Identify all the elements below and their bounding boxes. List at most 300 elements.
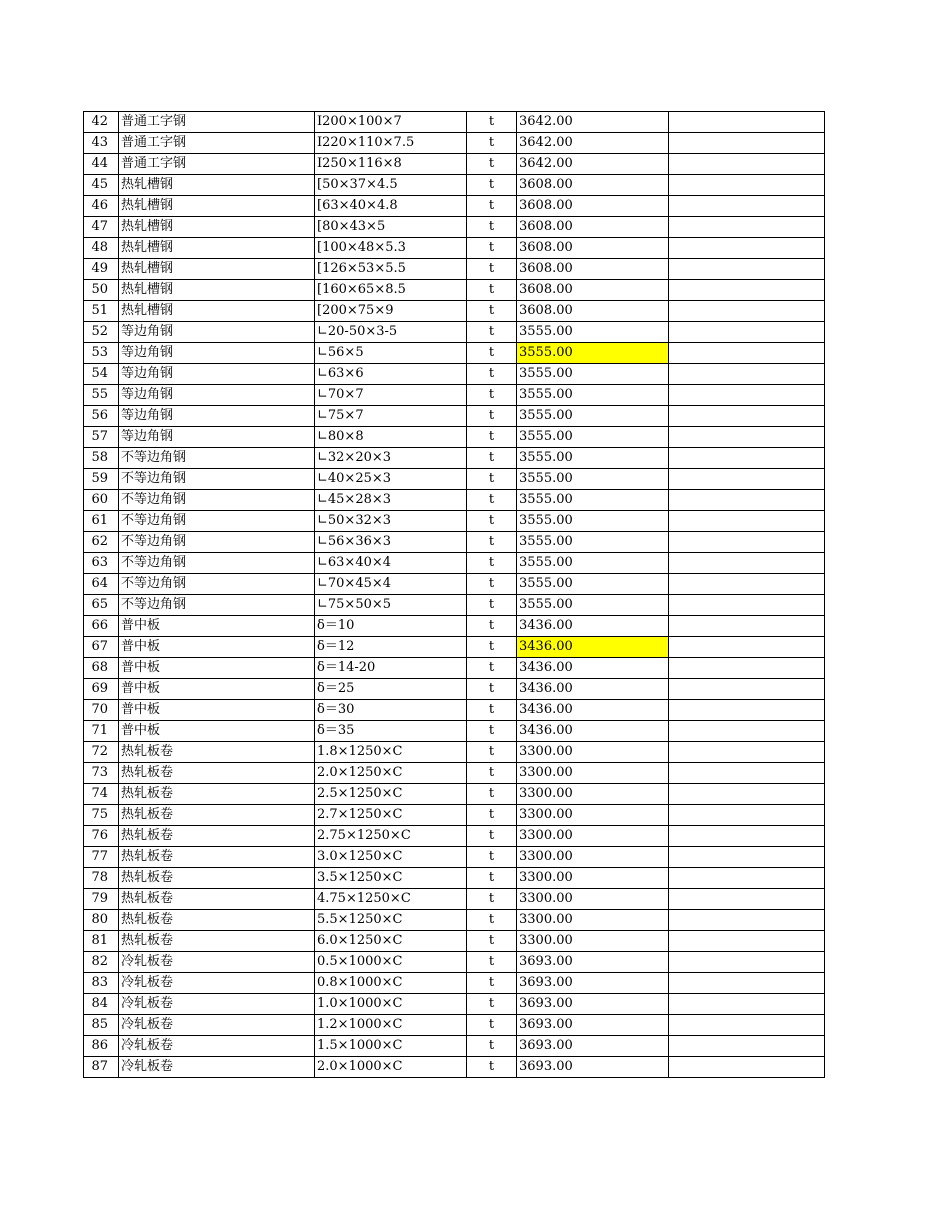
specification-cell[interactable]: ∟63×6	[315, 364, 467, 385]
row-number-cell[interactable]: 77	[84, 847, 119, 868]
remark-cell[interactable]	[669, 112, 825, 133]
material-name-cell[interactable]: 热轧板卷	[119, 826, 315, 847]
price-cell[interactable]: 3555.00	[517, 364, 669, 385]
table-row	[84, 343, 825, 364]
price-cell[interactable]: 3300.00	[517, 763, 669, 784]
price-cell[interactable]: 3555.00	[517, 532, 669, 553]
unit-cell[interactable]: t	[467, 154, 517, 175]
row-number-cell[interactable]: 70	[84, 700, 119, 721]
specification-cell[interactable]: ∟56×36×3	[315, 532, 467, 553]
row-number-cell[interactable]: 49	[84, 259, 119, 280]
price-cell[interactable]: 3642.00	[517, 133, 669, 154]
table-row	[84, 679, 825, 700]
material-name-cell[interactable]: 热轧板卷	[119, 805, 315, 826]
row-number-cell[interactable]: 87	[84, 1057, 119, 1078]
remark-cell[interactable]	[669, 343, 825, 364]
table-row	[84, 175, 825, 196]
remark-cell[interactable]	[669, 742, 825, 763]
specification-cell[interactable]: [160×65×8.5	[315, 280, 467, 301]
row-number-cell[interactable]: 46	[84, 196, 119, 217]
remark-cell[interactable]	[669, 469, 825, 490]
row-number-cell[interactable]: 73	[84, 763, 119, 784]
material-name-cell[interactable]: 热轧槽钢	[119, 217, 315, 238]
remark-cell[interactable]	[669, 154, 825, 175]
remark-cell[interactable]	[669, 574, 825, 595]
material-name-cell[interactable]: 普中板	[119, 700, 315, 721]
table-row	[84, 427, 825, 448]
material-name-cell[interactable]: 不等边角钢	[119, 574, 315, 595]
row-number-cell[interactable]: 58	[84, 448, 119, 469]
unit-cell[interactable]: t	[467, 658, 517, 679]
remark-cell[interactable]	[669, 910, 825, 931]
price-cell[interactable]: 3555.00	[517, 511, 669, 532]
price-cell[interactable]: 3693.00	[517, 952, 669, 973]
remark-cell[interactable]	[669, 931, 825, 952]
table-row	[84, 721, 825, 742]
material-name-cell[interactable]: 不等边角钢	[119, 469, 315, 490]
remark-cell[interactable]	[669, 595, 825, 616]
table-row	[84, 469, 825, 490]
row-number-cell[interactable]: 67	[84, 637, 119, 658]
material-name-cell[interactable]: 普通工字钢	[119, 133, 315, 154]
material-name-cell[interactable]: 等边角钢	[119, 427, 315, 448]
price-cell[interactable]: 3555.00	[517, 427, 669, 448]
remark-cell[interactable]	[669, 406, 825, 427]
price-table-body	[84, 112, 825, 1078]
remark-cell[interactable]	[669, 847, 825, 868]
unit-cell[interactable]: t	[467, 469, 517, 490]
specification-cell[interactable]: [126×53×5.5	[315, 259, 467, 280]
material-name-cell[interactable]: 普中板	[119, 616, 315, 637]
price-cell[interactable]: 3608.00	[517, 259, 669, 280]
specification-cell[interactable]: ∟50×32×3	[315, 511, 467, 532]
remark-cell[interactable]	[669, 826, 825, 847]
unit-cell[interactable]: t	[467, 301, 517, 322]
price-cell[interactable]: 3555.00	[517, 553, 669, 574]
specification-cell[interactable]: [200×75×9	[315, 301, 467, 322]
price-cell[interactable]: 3436.00	[517, 721, 669, 742]
specification-cell[interactable]: 2.0×1250×C	[315, 763, 467, 784]
price-cell[interactable]: 3555.00	[517, 490, 669, 511]
specification-cell[interactable]: I250×116×8	[315, 154, 467, 175]
specification-cell[interactable]: ∟70×7	[315, 385, 467, 406]
remark-cell[interactable]	[669, 868, 825, 889]
price-cell[interactable]: 3642.00	[517, 112, 669, 133]
table-row	[84, 805, 825, 826]
material-name-cell[interactable]: 等边角钢	[119, 364, 315, 385]
row-number-cell[interactable]: 55	[84, 385, 119, 406]
row-number-cell[interactable]: 63	[84, 553, 119, 574]
unit-cell[interactable]: t	[467, 637, 517, 658]
row-number-cell[interactable]: 84	[84, 994, 119, 1015]
remark-cell[interactable]	[669, 637, 825, 658]
specification-cell[interactable]: 3.5×1250×C	[315, 868, 467, 889]
remark-cell[interactable]	[669, 259, 825, 280]
table-row	[84, 637, 825, 658]
specification-cell[interactable]: 5.5×1250×C	[315, 910, 467, 931]
material-name-cell[interactable]: 不等边角钢	[119, 511, 315, 532]
specification-cell[interactable]: I200×100×7	[315, 112, 467, 133]
price-cell[interactable]: 3300.00	[517, 826, 669, 847]
price-cell[interactable]: 3693.00	[517, 1036, 669, 1057]
material-name-cell[interactable]: 不等边角钢	[119, 532, 315, 553]
specification-cell[interactable]: [63×40×4.8	[315, 196, 467, 217]
remark-cell[interactable]	[669, 133, 825, 154]
unit-cell[interactable]: t	[467, 868, 517, 889]
row-number-cell[interactable]: 59	[84, 469, 119, 490]
specification-cell[interactable]: ∟20-50×3-5	[315, 322, 467, 343]
row-number-cell[interactable]: 85	[84, 1015, 119, 1036]
material-name-cell[interactable]: 热轧槽钢	[119, 280, 315, 301]
specification-cell[interactable]: ∟56×5	[315, 343, 467, 364]
row-number-cell[interactable]: 68	[84, 658, 119, 679]
row-number-cell[interactable]: 62	[84, 532, 119, 553]
table-row	[84, 763, 825, 784]
remark-cell[interactable]	[669, 952, 825, 973]
price-cell[interactable]: 3555.00	[517, 574, 669, 595]
remark-cell[interactable]	[669, 553, 825, 574]
unit-cell[interactable]: t	[467, 343, 517, 364]
specification-cell[interactable]: ∟80×8	[315, 427, 467, 448]
material-name-cell[interactable]: 普通工字钢	[119, 112, 315, 133]
specification-cell[interactable]: [50×37×4.5	[315, 175, 467, 196]
specification-cell[interactable]: 1.5×1000×C	[315, 1036, 467, 1057]
material-name-cell[interactable]: 普中板	[119, 637, 315, 658]
unit-cell[interactable]: t	[467, 175, 517, 196]
material-name-cell[interactable]: 热轧板卷	[119, 868, 315, 889]
specification-cell[interactable]: ∟63×40×4	[315, 553, 467, 574]
price-cell[interactable]: 3608.00	[517, 217, 669, 238]
remark-cell[interactable]	[669, 763, 825, 784]
material-name-cell[interactable]: 热轧板卷	[119, 784, 315, 805]
specification-cell[interactable]: δ＝10	[315, 616, 467, 637]
row-number-cell[interactable]: 60	[84, 490, 119, 511]
price-cell[interactable]: 3300.00	[517, 910, 669, 931]
unit-cell[interactable]: t	[467, 763, 517, 784]
row-number-cell[interactable]: 72	[84, 742, 119, 763]
remark-cell[interactable]	[669, 973, 825, 994]
material-name-cell[interactable]: 热轧板卷	[119, 910, 315, 931]
material-name-cell[interactable]: 普通工字钢	[119, 154, 315, 175]
unit-cell[interactable]: t	[467, 826, 517, 847]
table-row	[84, 301, 825, 322]
specification-cell[interactable]: 6.0×1250×C	[315, 931, 467, 952]
specification-cell[interactable]: 2.75×1250×C	[315, 826, 467, 847]
unit-cell[interactable]: t	[467, 322, 517, 343]
material-name-cell[interactable]: 不等边角钢	[119, 490, 315, 511]
price-cell[interactable]: 3642.00	[517, 154, 669, 175]
remark-cell[interactable]	[669, 784, 825, 805]
unit-cell[interactable]: t	[467, 931, 517, 952]
price-cell[interactable]: 3436.00	[517, 637, 669, 658]
row-number-cell[interactable]: 48	[84, 238, 119, 259]
specification-cell[interactable]: 1.8×1250×C	[315, 742, 467, 763]
unit-cell[interactable]: t	[467, 217, 517, 238]
specification-cell[interactable]: 4.75×1250×C	[315, 889, 467, 910]
table-row	[84, 1057, 825, 1078]
specification-cell[interactable]: [80×43×5	[315, 217, 467, 238]
remark-cell[interactable]	[669, 1036, 825, 1057]
price-cell[interactable]: 3608.00	[517, 280, 669, 301]
unit-cell[interactable]: t	[467, 385, 517, 406]
price-cell[interactable]: 3693.00	[517, 1057, 669, 1078]
unit-cell[interactable]: t	[467, 973, 517, 994]
row-number-cell[interactable]: 81	[84, 931, 119, 952]
row-number-cell[interactable]: 44	[84, 154, 119, 175]
material-name-cell[interactable]: 等边角钢	[119, 343, 315, 364]
row-number-cell[interactable]: 53	[84, 343, 119, 364]
material-name-cell[interactable]: 热轧槽钢	[119, 238, 315, 259]
unit-cell[interactable]: t	[467, 112, 517, 133]
price-cell[interactable]: 3436.00	[517, 700, 669, 721]
price-cell[interactable]: 3300.00	[517, 784, 669, 805]
table-row	[84, 700, 825, 721]
price-cell[interactable]: 3436.00	[517, 658, 669, 679]
row-number-cell[interactable]: 82	[84, 952, 119, 973]
remark-cell[interactable]	[669, 301, 825, 322]
row-number-cell[interactable]: 76	[84, 826, 119, 847]
material-name-cell[interactable]: 普中板	[119, 658, 315, 679]
specification-cell[interactable]: 3.0×1250×C	[315, 847, 467, 868]
unit-cell[interactable]: t	[467, 133, 517, 154]
material-name-cell[interactable]: 等边角钢	[119, 406, 315, 427]
remark-cell[interactable]	[669, 448, 825, 469]
remark-cell[interactable]	[669, 1015, 825, 1036]
specification-cell[interactable]: 0.8×1000×C	[315, 973, 467, 994]
specification-cell[interactable]: ∟32×20×3	[315, 448, 467, 469]
specification-cell[interactable]: 1.0×1000×C	[315, 994, 467, 1015]
unit-cell[interactable]: t	[467, 805, 517, 826]
unit-cell[interactable]: t	[467, 952, 517, 973]
remark-cell[interactable]	[669, 658, 825, 679]
unit-cell[interactable]: t	[467, 679, 517, 700]
material-name-cell[interactable]: 热轧板卷	[119, 742, 315, 763]
specification-cell[interactable]: 2.7×1250×C	[315, 805, 467, 826]
price-cell[interactable]: 3300.00	[517, 847, 669, 868]
unit-cell[interactable]: t	[467, 1015, 517, 1036]
remark-cell[interactable]	[669, 679, 825, 700]
specification-cell[interactable]: δ＝30	[315, 700, 467, 721]
specification-cell[interactable]: ∟70×45×4	[315, 574, 467, 595]
row-number-cell[interactable]: 51	[84, 301, 119, 322]
remark-cell[interactable]	[669, 217, 825, 238]
price-cell[interactable]: 3555.00	[517, 322, 669, 343]
remark-cell[interactable]	[669, 175, 825, 196]
row-number-cell[interactable]: 86	[84, 1036, 119, 1057]
remark-cell[interactable]	[669, 1057, 825, 1078]
price-cell[interactable]: 3608.00	[517, 196, 669, 217]
unit-cell[interactable]: t	[467, 259, 517, 280]
material-name-cell[interactable]: 不等边角钢	[119, 448, 315, 469]
unit-cell[interactable]: t	[467, 574, 517, 595]
row-number-cell[interactable]: 47	[84, 217, 119, 238]
unit-cell[interactable]: t	[467, 364, 517, 385]
table-row	[84, 217, 825, 238]
row-number-cell[interactable]: 52	[84, 322, 119, 343]
row-number-cell[interactable]: 66	[84, 616, 119, 637]
row-number-cell[interactable]: 56	[84, 406, 119, 427]
specification-cell[interactable]: I220×110×7.5	[315, 133, 467, 154]
material-name-cell[interactable]: 热轧板卷	[119, 763, 315, 784]
table-row	[84, 511, 825, 532]
material-name-cell[interactable]: 普中板	[119, 679, 315, 700]
material-name-cell[interactable]: 等边角钢	[119, 385, 315, 406]
specification-cell[interactable]: 0.5×1000×C	[315, 952, 467, 973]
material-name-cell[interactable]: 等边角钢	[119, 322, 315, 343]
price-cell[interactable]: 3608.00	[517, 238, 669, 259]
unit-cell[interactable]: t	[467, 406, 517, 427]
table-row	[84, 385, 825, 406]
unit-cell[interactable]: t	[467, 742, 517, 763]
material-name-cell[interactable]: 热轧槽钢	[119, 259, 315, 280]
specification-cell[interactable]: δ＝14-20	[315, 658, 467, 679]
specification-cell[interactable]: δ＝35	[315, 721, 467, 742]
remark-cell[interactable]	[669, 616, 825, 637]
material-name-cell[interactable]: 冷轧板卷	[119, 952, 315, 973]
unit-cell[interactable]: t	[467, 280, 517, 301]
specification-cell[interactable]: δ＝25	[315, 679, 467, 700]
price-cell[interactable]: 3693.00	[517, 1015, 669, 1036]
row-number-cell[interactable]: 54	[84, 364, 119, 385]
unit-cell[interactable]: t	[467, 1036, 517, 1057]
row-number-cell[interactable]: 57	[84, 427, 119, 448]
material-name-cell[interactable]: 不等边角钢	[119, 553, 315, 574]
price-cell[interactable]: 3555.00	[517, 469, 669, 490]
price-cell[interactable]: 3555.00	[517, 343, 669, 364]
unit-cell[interactable]: t	[467, 196, 517, 217]
row-number-cell[interactable]: 43	[84, 133, 119, 154]
material-name-cell[interactable]: 热轧槽钢	[119, 196, 315, 217]
material-name-cell[interactable]: 冷轧板卷	[119, 1015, 315, 1036]
material-name-cell[interactable]: 冷轧板卷	[119, 1057, 315, 1078]
price-cell[interactable]: 3300.00	[517, 889, 669, 910]
table-row	[84, 784, 825, 805]
unit-cell[interactable]: t	[467, 1057, 517, 1078]
price-cell[interactable]: 3608.00	[517, 301, 669, 322]
table-row	[84, 154, 825, 175]
price-cell[interactable]: 3300.00	[517, 931, 669, 952]
row-number-cell[interactable]: 80	[84, 910, 119, 931]
remark-cell[interactable]	[669, 385, 825, 406]
unit-cell[interactable]: t	[467, 721, 517, 742]
remark-cell[interactable]	[669, 322, 825, 343]
unit-cell[interactable]: t	[467, 532, 517, 553]
material-name-cell[interactable]: 冷轧板卷	[119, 994, 315, 1015]
material-name-cell[interactable]: 冷轧板卷	[119, 973, 315, 994]
unit-cell[interactable]: t	[467, 847, 517, 868]
remark-cell[interactable]	[669, 805, 825, 826]
remark-cell[interactable]	[669, 721, 825, 742]
price-cell[interactable]: 3555.00	[517, 448, 669, 469]
row-number-cell[interactable]: 45	[84, 175, 119, 196]
row-number-cell[interactable]: 71	[84, 721, 119, 742]
row-number-cell[interactable]: 69	[84, 679, 119, 700]
material-name-cell[interactable]: 热轧板卷	[119, 931, 315, 952]
table-row	[84, 553, 825, 574]
price-cell[interactable]: 3608.00	[517, 175, 669, 196]
unit-cell[interactable]: t	[467, 238, 517, 259]
price-cell[interactable]: 3693.00	[517, 994, 669, 1015]
material-name-cell[interactable]: 热轧板卷	[119, 847, 315, 868]
row-number-cell[interactable]: 78	[84, 868, 119, 889]
specification-cell[interactable]: ∟75×7	[315, 406, 467, 427]
price-table	[83, 111, 825, 1078]
material-name-cell[interactable]: 不等边角钢	[119, 595, 315, 616]
price-cell[interactable]: 3693.00	[517, 973, 669, 994]
remark-cell[interactable]	[669, 280, 825, 301]
specification-cell[interactable]: ∟75×50×5	[315, 595, 467, 616]
material-name-cell[interactable]: 热轧板卷	[119, 889, 315, 910]
remark-cell[interactable]	[669, 994, 825, 1015]
price-cell[interactable]: 3300.00	[517, 805, 669, 826]
specification-cell[interactable]: 2.0×1000×C	[315, 1057, 467, 1078]
row-number-cell[interactable]: 74	[84, 784, 119, 805]
price-cell[interactable]: 3300.00	[517, 868, 669, 889]
remark-cell[interactable]	[669, 889, 825, 910]
remark-cell[interactable]	[669, 532, 825, 553]
specification-cell[interactable]: 2.5×1250×C	[315, 784, 467, 805]
unit-cell[interactable]: t	[467, 490, 517, 511]
price-cell[interactable]: 3555.00	[517, 406, 669, 427]
specification-cell[interactable]: δ＝12	[315, 637, 467, 658]
table-row	[84, 910, 825, 931]
price-cell[interactable]: 3436.00	[517, 616, 669, 637]
unit-cell[interactable]: t	[467, 553, 517, 574]
specification-cell[interactable]: ∟40×25×3	[315, 469, 467, 490]
table-row	[84, 280, 825, 301]
row-number-cell[interactable]: 50	[84, 280, 119, 301]
specification-cell[interactable]: 1.2×1000×C	[315, 1015, 467, 1036]
unit-cell[interactable]: t	[467, 784, 517, 805]
price-cell[interactable]: 3436.00	[517, 679, 669, 700]
row-number-cell[interactable]: 79	[84, 889, 119, 910]
remark-cell[interactable]	[669, 238, 825, 259]
price-cell[interactable]: 3555.00	[517, 385, 669, 406]
remark-cell[interactable]	[669, 196, 825, 217]
unit-cell[interactable]: t	[467, 427, 517, 448]
remark-cell[interactable]	[669, 700, 825, 721]
unit-cell[interactable]: t	[467, 448, 517, 469]
row-number-cell[interactable]: 42	[84, 112, 119, 133]
unit-cell[interactable]: t	[467, 616, 517, 637]
row-number-cell[interactable]: 64	[84, 574, 119, 595]
unit-cell[interactable]: t	[467, 511, 517, 532]
unit-cell[interactable]: t	[467, 910, 517, 931]
row-number-cell[interactable]: 75	[84, 805, 119, 826]
price-cell[interactable]: 3300.00	[517, 742, 669, 763]
material-name-cell[interactable]: 热轧槽钢	[119, 175, 315, 196]
unit-cell[interactable]: t	[467, 889, 517, 910]
material-name-cell[interactable]: 热轧槽钢	[119, 301, 315, 322]
specification-cell[interactable]: [100×48×5.3	[315, 238, 467, 259]
unit-cell[interactable]: t	[467, 700, 517, 721]
specification-cell[interactable]: ∟45×28×3	[315, 490, 467, 511]
material-name-cell[interactable]: 冷轧板卷	[119, 1036, 315, 1057]
remark-cell[interactable]	[669, 511, 825, 532]
row-number-cell[interactable]: 65	[84, 595, 119, 616]
material-name-cell[interactable]: 普中板	[119, 721, 315, 742]
row-number-cell[interactable]: 83	[84, 973, 119, 994]
price-cell[interactable]: 3555.00	[517, 595, 669, 616]
unit-cell[interactable]: t	[467, 595, 517, 616]
table-row	[84, 322, 825, 343]
remark-cell[interactable]	[669, 427, 825, 448]
remark-cell[interactable]	[669, 490, 825, 511]
unit-cell[interactable]: t	[467, 994, 517, 1015]
table-row	[84, 952, 825, 973]
row-number-cell[interactable]: 61	[84, 511, 119, 532]
remark-cell[interactable]	[669, 364, 825, 385]
